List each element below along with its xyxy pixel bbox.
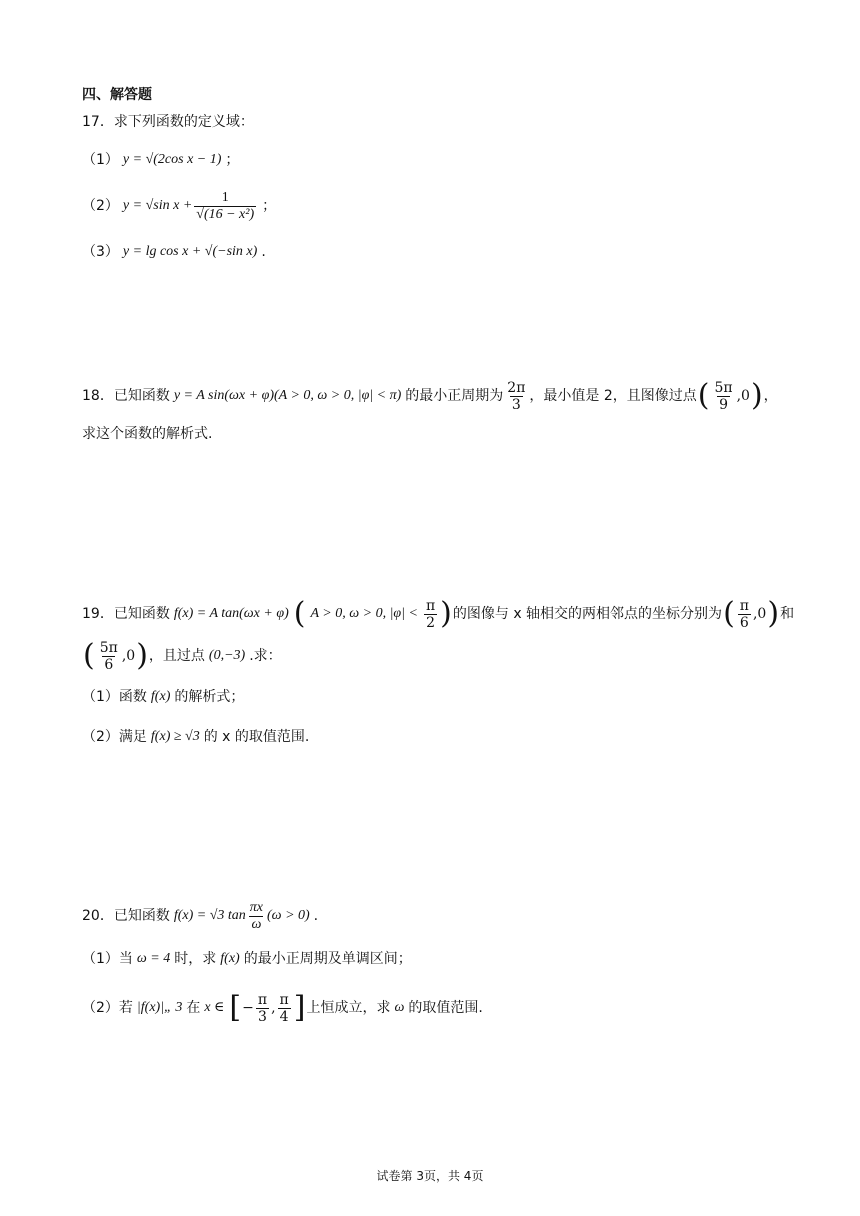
q19-function: f(x) = A tan(ωx + φ) bbox=[173, 606, 289, 621]
q20-line1: 20．已知函数 f(x) = √3 tan $\frac{\pi x}{\omega}$ (ω > 0) . bbox=[82, 899, 319, 932]
q17-stem: 17．求下列函数的定义域： bbox=[82, 114, 254, 130]
q17-p2-fraction: $\frac{1}{\text{√(16 − x²)}}$ bbox=[196, 189, 255, 222]
q20-interval-right: $\frac{\pi}{4}$ bbox=[279, 991, 289, 1025]
q20-part2: （2） 若 |f(x)|„ 3 在 x ∈ [ − $\frac{\pi}{3}$ , $\frac{\pi}{4}$ ] 上恒成立，求 ω 的取值范围. bbox=[82, 990, 483, 1025]
q20-part1: （1） 当 ω = 4 时，求 f(x) 的最小正周期及单调区间； bbox=[82, 951, 412, 967]
q19-point3: (0,−3) bbox=[208, 648, 246, 663]
right-paren: ) bbox=[750, 378, 763, 413]
q17-part1: （1） y = √(2cos x − 1) ； bbox=[82, 152, 240, 168]
q19-part2: （2） 满足 f(x) ≥ √3 的 x 的取值范围. bbox=[82, 729, 310, 745]
q18-period-fraction: $\frac{2\pi}{3}$ bbox=[507, 379, 526, 413]
q19-line1: 19．已知函数 f(x) = A tan(ωx + φ) ( A > 0, ω > 0, |φ| < $\frac{\pi}{2}$ ) 的图像与 x 轴相交的两相邻点的坐标分别为 ( $\frac{\pi}{6}$ ,0 ) 和 bbox=[82, 596, 795, 631]
q17-part2: （2） y = √sin x + $\frac{1}{\text{√(16 − x²)}}$ ； bbox=[82, 189, 277, 222]
q19-conditions: A > 0, ω > 0, |φ| < bbox=[310, 606, 418, 621]
q18-function: y = A sin(ωx + φ)(A > 0, ω > 0, |φ| < π) bbox=[173, 388, 402, 403]
q19-cond-fraction: $\frac{\pi}{2}$ bbox=[425, 597, 436, 631]
q20-function: f(x) = √3 tan $\frac{\pi x}{\omega}$ (ω > 0) bbox=[173, 899, 310, 932]
q17-p3-formula: y = lg cos x + √(−sin x) bbox=[122, 244, 258, 259]
q17-p2-formula: y = √sin x + $\frac{1}{\text{√(16 − x²)}}$ bbox=[122, 189, 255, 222]
q19-line2: ( $\frac{5\pi}{6}$ ,0 ) ，且过点 (0,−3) .求： bbox=[83, 638, 282, 673]
q18-line1: 18．已知函数 y = A sin(ωx + φ)(A > 0, ω > 0, |φ| < π) 的最小正周期为 $\frac{2\pi}{3}$ ，最小值是 2，且图像过点 ( $\frac{5\pi}{9}$ ,0 ) ， bbox=[82, 378, 778, 413]
q19-point1-fraction: $\frac{\pi}{6}$ bbox=[739, 597, 749, 631]
left-paren: ( bbox=[697, 378, 710, 413]
q19-point2-fraction: $\frac{5\pi}{6}$ bbox=[99, 639, 118, 673]
q18-line2: 求这个函数的解析式. bbox=[82, 426, 213, 442]
q19-part1: （1） 函数 f(x) 的解析式； bbox=[82, 689, 245, 705]
q17-part3: （3） y = lg cos x + √(−sin x) . bbox=[82, 244, 266, 260]
q17-p1-formula: y = √(2cos x − 1) bbox=[122, 152, 222, 167]
page-footer: 试卷第 3页，共 4页 bbox=[376, 1169, 484, 1183]
q20-fraction: $\frac{\pi x}{\omega}$ bbox=[249, 899, 264, 932]
q18-point-fraction: $\frac{5\pi}{9}$ bbox=[714, 379, 733, 413]
section-title: 四、解答题 bbox=[82, 87, 152, 103]
q20-interval-left: $\frac{\pi}{3}$ bbox=[257, 991, 268, 1025]
